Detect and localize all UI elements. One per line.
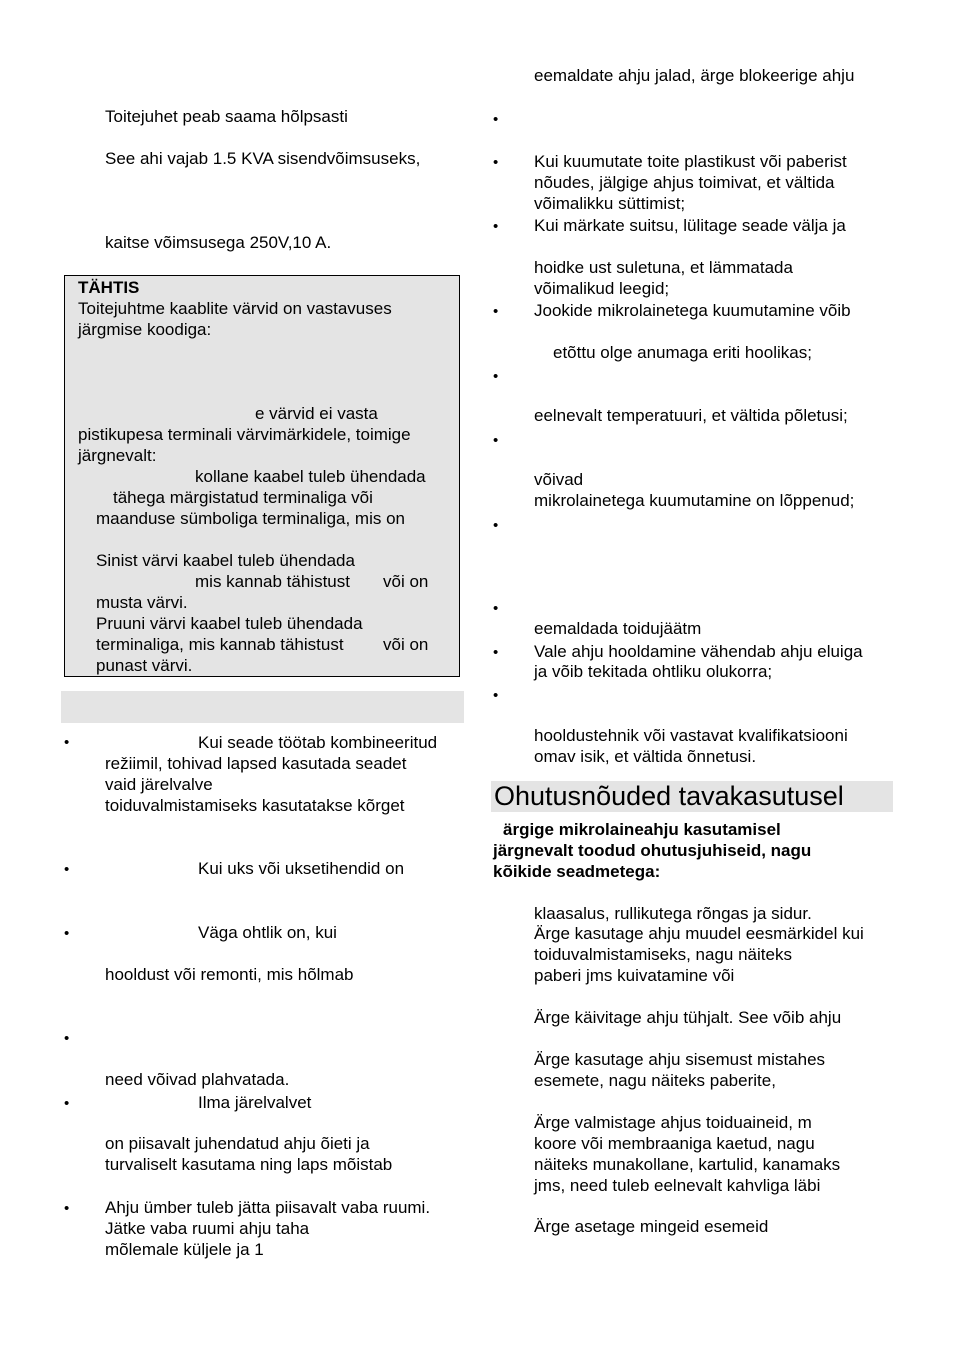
rule-line: Ärge asetage mingeid esemeid bbox=[534, 1217, 769, 1236]
body-line: Kui seade töötab kombineeritud bbox=[198, 733, 438, 752]
body-line: Ahju ümber tuleb jätta piisavalt vaba ruumi. bbox=[105, 1198, 431, 1217]
intro-line: See ahi vajab 1.5 KVA sisendvõimsuseks, bbox=[105, 149, 421, 168]
body-line: eemaldada toidujäätm bbox=[534, 619, 702, 638]
box-line: pistikupesa terminali värvimärkidele, toimige bbox=[78, 425, 411, 444]
bullet: • bbox=[64, 1030, 70, 1047]
bullet: • bbox=[493, 687, 499, 704]
box-line: või on bbox=[383, 635, 429, 654]
bullet: • bbox=[493, 303, 499, 320]
rule-line: Ärge käivitage ahju tühjalt. See võib ahju bbox=[534, 1008, 842, 1027]
body-line: võivad bbox=[534, 470, 584, 489]
box-line: või on bbox=[383, 572, 429, 591]
body-line: Väga ohtlik on, kui bbox=[198, 923, 337, 942]
body-line: Kui uks või uksetihendid on bbox=[198, 859, 405, 878]
body-line: hooldust või remonti, mis hõlmab bbox=[105, 965, 354, 984]
rule-line: esemete, nagu näiteks paberite, bbox=[534, 1071, 776, 1090]
body-line: ja võib tekitada ohtliku olukorra; bbox=[534, 662, 773, 681]
important-title: TÄHTIS bbox=[78, 278, 140, 297]
body-line: toiduvalmistamiseks kasutatakse kõrget bbox=[105, 796, 405, 815]
body-line: Kui kuumutate toite plastikust või paberist bbox=[534, 152, 847, 171]
body-line: on piisavalt juhendatud ahju õieti ja bbox=[105, 1134, 370, 1153]
bullet: • bbox=[493, 517, 499, 534]
body-line: võimalikku süttimist; bbox=[534, 194, 686, 213]
body-line: turvaliselt kasutama ning laps mõistab bbox=[105, 1155, 393, 1174]
rule-line: toiduvalmistamiseks, nagu näiteks bbox=[534, 945, 792, 964]
bullet: • bbox=[493, 600, 499, 617]
body-line: nõudes, jälgige ahjus toimivat, et vältida bbox=[534, 173, 835, 192]
body-line: Ilma järelvalvet bbox=[198, 1093, 312, 1112]
body-line: Jookide mikrolainetega kuumutamine võib bbox=[534, 301, 851, 320]
box-line: e värvid ei vasta bbox=[255, 404, 378, 423]
box-line: järgnevalt: bbox=[78, 446, 157, 465]
box-line: Pruuni värvi kaabel tuleb ühendada bbox=[96, 614, 363, 633]
body-line: mõlemale küljele ja 1 bbox=[105, 1240, 264, 1259]
intro-line: kaitse võimsusega 250V,10 A. bbox=[105, 233, 332, 252]
bullet: • bbox=[493, 111, 499, 128]
section-heading-band bbox=[61, 691, 464, 723]
body-line: need võivad plahvatada. bbox=[105, 1070, 290, 1089]
box-line: Toitejuhtme kaablite värvid on vastavuses bbox=[78, 299, 392, 318]
rule-line: Ärge valmistage ahjus toiduaineid, m bbox=[534, 1113, 812, 1132]
body-line: mikrolainetega kuumutamine on lõppenud; bbox=[534, 491, 855, 510]
box-line: punast värvi. bbox=[96, 656, 193, 675]
body-line: omav isik, et vältida õnnetusi. bbox=[534, 747, 757, 766]
body-line: etõttu olge anumaga eriti hoolikas; bbox=[553, 343, 812, 362]
bold-intro-line: kõikide seadmetega: bbox=[493, 862, 661, 881]
bullet: • bbox=[64, 925, 70, 942]
body-line: Jätke vaba ruumi ahju taha bbox=[105, 1219, 310, 1238]
rule-line: Ärge kasutage ahju sisemust mistahes bbox=[534, 1050, 826, 1069]
box-line: järgmise koodiga: bbox=[78, 320, 212, 339]
body-line: võimalikud leegid; bbox=[534, 279, 670, 298]
intro-line: Toitejuhet peab saama hõlpsasti bbox=[105, 107, 348, 126]
bold-intro-line: järgnevalt toodud ohutusjuhiseid, nagu bbox=[493, 841, 812, 860]
body-line: eemaldate ahju jalad, ärge blokeerige ahju bbox=[534, 66, 855, 85]
bold-intro-line: ärgige mikrolaineahju kasutamisel bbox=[503, 820, 781, 839]
body-line: Kui märkate suitsu, lülitage seade välja ja bbox=[534, 216, 846, 235]
bullet: • bbox=[64, 1200, 70, 1217]
box-line: kollane kaabel tuleb ühendada bbox=[195, 467, 426, 486]
box-line: terminaliga, mis kannab tähistust bbox=[96, 635, 344, 654]
box-line: musta värvi. bbox=[96, 593, 188, 612]
box-line: tähega märgistatud terminaliga või bbox=[113, 488, 373, 507]
body-line: hooldustehnik või vastavat kvalifikatsiooni bbox=[534, 726, 848, 745]
body-line: vaid järelvalve bbox=[105, 775, 213, 794]
bullet: • bbox=[64, 734, 70, 751]
section-heading: Ohutusnõuded tavakasutusel bbox=[494, 781, 844, 811]
rule-line: klaasalus, rullikutega rõngas ja sidur. bbox=[534, 904, 812, 923]
body-line: režiimil, tohivad lapsed kasutada seadet bbox=[105, 754, 407, 773]
rule-line: paberi jms kuivatamine või bbox=[534, 966, 735, 985]
box-line: Sinist värvi kaabel tuleb ühendada bbox=[96, 551, 355, 570]
body-line: Vale ahju hooldamine vähendab ahju eluiga bbox=[534, 642, 863, 661]
box-line: mis kannab tähistust bbox=[195, 572, 350, 591]
bullet: • bbox=[64, 1095, 70, 1112]
bullet: • bbox=[493, 432, 499, 449]
bullet: • bbox=[493, 218, 499, 235]
box-line: maanduse sümboliga terminaliga, mis on bbox=[96, 509, 405, 528]
rule-line: koore või membraaniga kaetud, nagu bbox=[534, 1134, 815, 1153]
rule-line: jms, need tuleb eelnevalt kahvliga läbi bbox=[534, 1176, 821, 1195]
body-line: eelnevalt temperatuuri, et vältida põletusi; bbox=[534, 406, 848, 425]
bullet: • bbox=[64, 861, 70, 878]
bullet: • bbox=[493, 368, 499, 385]
bullet: • bbox=[493, 154, 499, 171]
rule-line: näiteks munakollane, kartulid, kanamaks bbox=[534, 1155, 841, 1174]
bullet: • bbox=[493, 644, 499, 661]
body-line: hoidke ust suletuna, et lämmatada bbox=[534, 258, 793, 277]
rule-line: Ärge kasutage ahju muudel eesmärkidel kui bbox=[534, 924, 864, 943]
